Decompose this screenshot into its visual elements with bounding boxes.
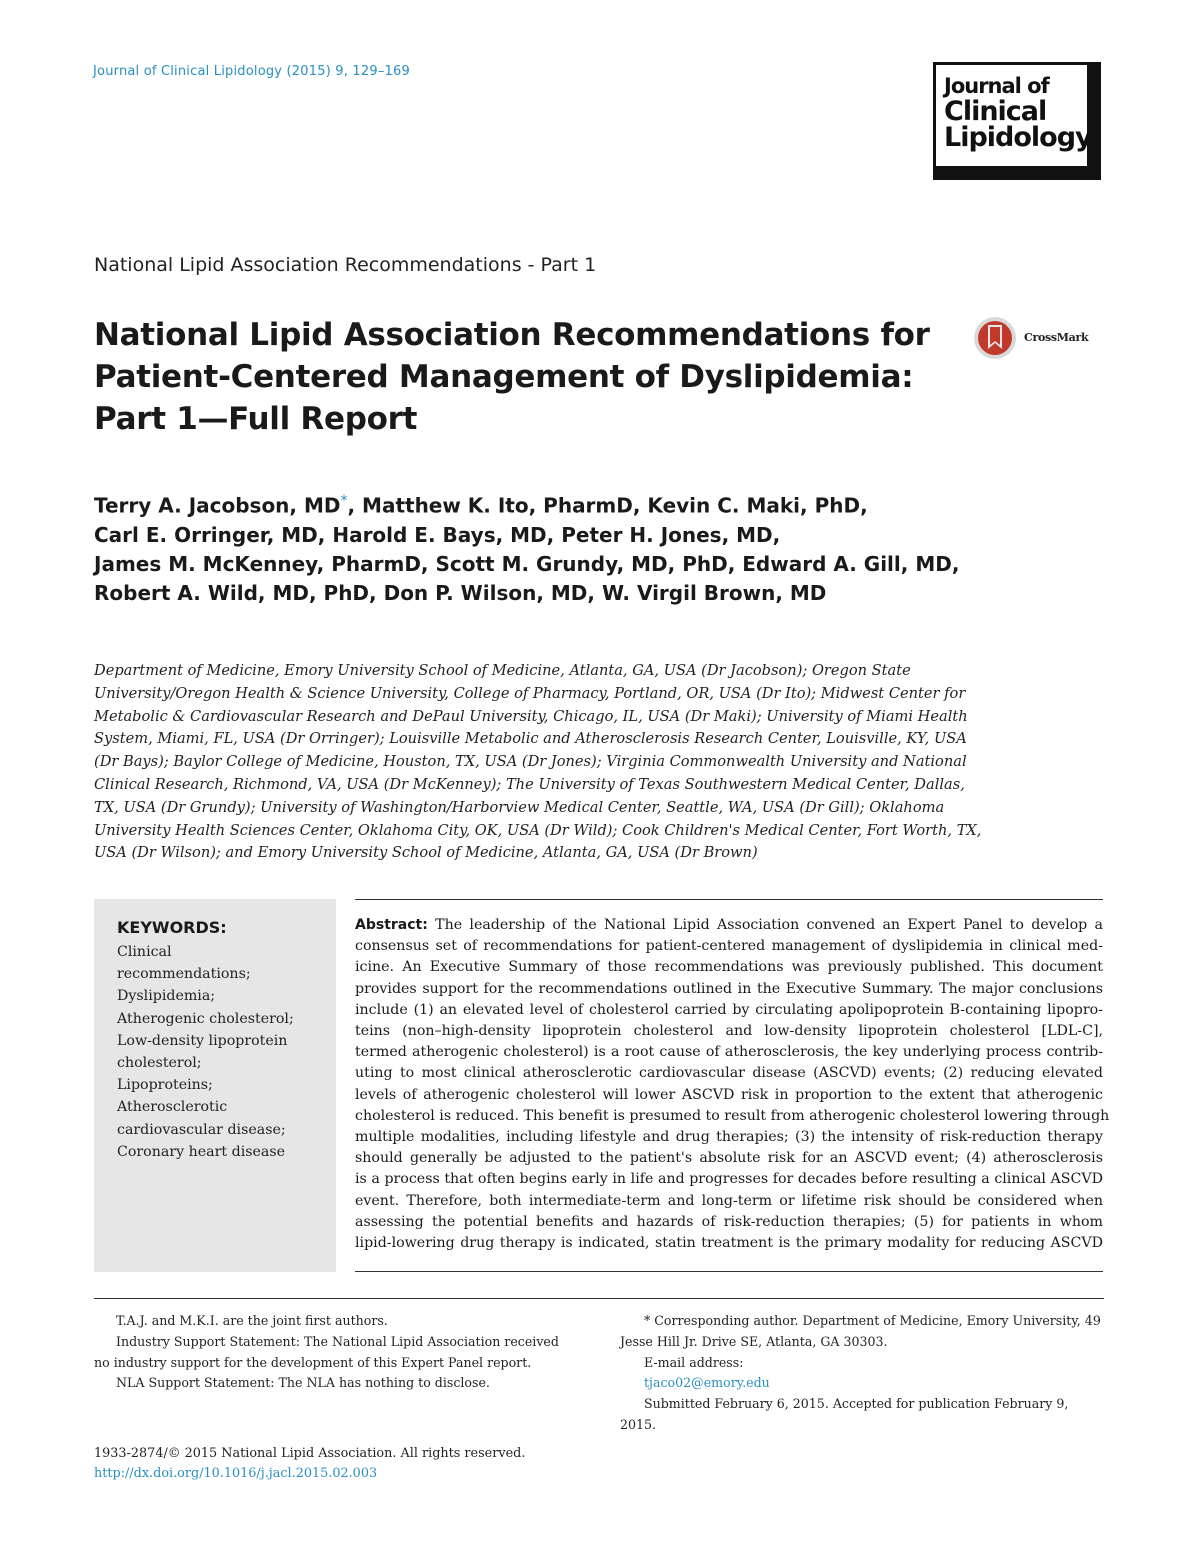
- footnote-line: Industry Support Statement: The National Lipid Association received: [116, 1333, 559, 1349]
- abstract-first-line: The leadership of the National Lipid Association convened an Expert Panel to develop a: [427, 917, 1103, 933]
- journal-reference: Journal of Clinical Lipidology (2015) 9, 129–169: [93, 64, 410, 79]
- affiliation-line: Clinical Research, Richmond, VA, USA (Dr McKenney); The University of Texas Southwestern Medical Center, Dallas,: [94, 775, 965, 793]
- author-line: Robert A. Wild, MD, PhD, Don P. Wilson, MD, W. Virgil Brown, MD: [94, 580, 827, 605]
- footnotes-right: [620, 1311, 1104, 1436]
- series-label: National Lipid Association Recommendations - Part 1: [94, 254, 597, 276]
- abstract-label: Abstract:: [355, 917, 428, 933]
- affiliation-line: University/Oregon Health & Science University, College of Pharmacy, Portland, OR, USA (Dr Ito); Midwest Center for: [94, 684, 966, 702]
- footnote-line: NLA Support Statement: The NLA has nothing to disclose.: [116, 1375, 490, 1391]
- affiliation-line: University Health Sciences Center, Oklahoma City, OK, USA (Dr Wild); Cook Children's Medical Center, Fort Worth, TX,: [94, 821, 982, 839]
- abstract-line: multiple modalities, including lifestyle and drug therapies; (3) the intensity of risk-reduction therapy: [355, 1129, 1103, 1146]
- affiliation-line: Metabolic & Cardiovascular Research and DePaul University, Chicago, IL, USA (Dr Maki); University of Miami Health: [94, 707, 968, 725]
- keyword-line: Coronary heart disease: [117, 1143, 286, 1160]
- email-line: [620, 1353, 1104, 1395]
- keyword-line: Lipoproteins;: [117, 1077, 213, 1094]
- affiliations: [94, 660, 1104, 865]
- abstract-line: is a process that often begins early in life and progresses for decades before resulting a clinical ASCVD: [355, 1171, 1103, 1188]
- corresponding-author-note: * Corresponding author. Department of Medicine, Emory University, 49: [644, 1313, 1101, 1328]
- abstract: [355, 915, 1110, 1254]
- footnote-line: no industry support for the development of this Expert Panel report.: [94, 1354, 532, 1370]
- copyright-block: [94, 1444, 525, 1484]
- title-line: Part 1—Full Report: [94, 401, 418, 437]
- submission-dates: Submitted February 6, 2015. Accepted for publication February 9,: [644, 1396, 1069, 1412]
- crossmark-badge[interactable]: [972, 315, 1107, 361]
- keyword-line: Clinical: [117, 944, 172, 960]
- keyword-line: Atherogenic cholesterol;: [117, 1010, 294, 1027]
- footnote-line: 2015.: [620, 1416, 657, 1432]
- logo-line-2: Clinical: [944, 96, 1047, 127]
- crossmark-icon: [972, 315, 1020, 361]
- affiliation-line: TX, USA (Dr Grundy); University of Washington/Harborview Medical Center, Seattle, WA, USA (Dr Gill); Oklahoma: [94, 798, 945, 816]
- abstract-line: cholesterol is reduced. This benefit is presumed to result from atherogenic cholesterol lowering through: [355, 1107, 1110, 1124]
- affiliation-line: USA (Dr Wilson); and Emory University School of Medicine, Atlanta, GA, USA (Dr Brown): [94, 844, 758, 862]
- keyword-line: Atherosclerotic: [117, 1099, 228, 1116]
- affiliation-line: Department of Medicine, Emory University School of Medicine, Atlanta, GA, USA (Dr Jacobson); Oregon State: [94, 662, 911, 679]
- logo-line-1: Journal of: [944, 74, 1049, 98]
- affiliation-line: (Dr Bays); Baylor College of Medicine, Houston, TX, USA (Dr Jones); Virginia Commonwealth University and National: [94, 753, 967, 771]
- keywords-heading: KEYWORDS:: [117, 918, 227, 937]
- keyword-line: Low-density lipoprotein: [117, 1032, 288, 1049]
- abstract-line: uting to most clinical atherosclerotic cardiovascular disease (ASCVD) events; (2) reducing elevated: [355, 1065, 1103, 1082]
- keywords-list: [117, 941, 294, 1163]
- abstract-line: termed atherogenic cholesterol) is a root cause of atherosclerosis, the key underlying process contrib-: [355, 1044, 1103, 1061]
- author-line-rest: , Matthew K. Ito, PharmD, Kevin C. Maki, PhD,: [347, 493, 868, 518]
- first-author: Terry A. Jacobson, MD: [94, 493, 341, 518]
- abstract-line: event. Therefore, both intermediate-term and long-term or lifetime risk should be considered when: [355, 1192, 1103, 1209]
- abstract-line: teins (non–high-density lipoprotein cholesterol and low-density lipoprotein cholesterol [LDL-C],: [355, 1023, 1103, 1040]
- affiliation-line: System, Miami, FL, USA (Dr Orringer); Louisville Metabolic and Atherosclerosis Research Center, Louisville, KY, USA: [94, 730, 967, 748]
- footnote-line: Jesse Hill Jr. Drive SE, Atlanta, GA 30303.: [620, 1333, 888, 1349]
- keywords-box: [94, 899, 336, 1272]
- author-line: [94, 487, 1104, 521]
- author-list: [94, 487, 1104, 608]
- email-label: E-mail address:: [644, 1354, 744, 1370]
- email-link[interactable]: tjaco02@emory.edu: [644, 1375, 770, 1391]
- copyright-line: 1933-2874/© 2015 National Lipid Association. All rights reserved.: [94, 1446, 526, 1461]
- author-line: James M. McKenney, PharmD, Scott M. Grundy, MD, PhD, Edward A. Gill, MD,: [94, 551, 960, 576]
- title-line: National Lipid Association Recommendations for: [94, 317, 930, 353]
- doi-link[interactable]: http://dx.doi.org/10.1016/j.jacl.2015.02.003: [94, 1466, 378, 1481]
- abstract-line: consensus set of recommendations for patient-centered management of dyslipidemia in clinical med-: [355, 938, 1103, 955]
- abstract-line: include (1) an elevated level of cholesterol carried by circulating apolipoprotein B-containing lipopro-: [355, 1001, 1103, 1018]
- abstract-line: [355, 915, 1103, 936]
- abstract-top-rule: [355, 899, 1103, 900]
- crossmark-label: CrossMark: [1024, 331, 1089, 344]
- logo-line-3: Lipidology: [944, 122, 1092, 153]
- abstract-line: should generally be adjusted to the patient's absolute risk for an ASCVD event; (4) atherosclerosis: [355, 1150, 1103, 1167]
- abstract-line: levels of atherogenic cholesterol will lower ASCVD risk in proportion to the extent that atherogenic: [355, 1086, 1103, 1103]
- abstract-line: provides support for the recommendations outlined in the Executive Summary. The major conclusions: [355, 980, 1103, 997]
- abstract-line: lipid-lowering drug therapy is indicated, statin treatment is the primary modality for reducing ASCVD: [355, 1235, 1103, 1252]
- keyword-line: cholesterol;: [117, 1055, 202, 1072]
- abstract-line: icine. An Executive Summary of those recommendations was previously published. This document: [355, 959, 1103, 976]
- article-title: [94, 314, 954, 440]
- keyword-line: cardiovascular disease;: [117, 1121, 286, 1138]
- abstract-line: assessing the potential benefits and hazards of risk-reduction therapies; (5) for patients in whom: [355, 1213, 1103, 1230]
- keyword-line: Dyslipidemia;: [117, 988, 216, 1005]
- title-line: Patient-Centered Management of Dyslipidemia:: [94, 359, 914, 395]
- author-line: Carl E. Orringer, MD, Harold E. Bays, MD, Peter H. Jones, MD,: [94, 522, 781, 547]
- footnotes-left: [94, 1311, 584, 1394]
- footnote-line: T.A.J. and M.K.I. are the joint first authors.: [116, 1313, 388, 1328]
- footnote-rule: [94, 1298, 1104, 1299]
- keyword-line: recommendations;: [117, 966, 251, 983]
- corresponding-author-marker[interactable]: *: [340, 493, 348, 509]
- abstract-bottom-rule: [355, 1271, 1103, 1272]
- journal-logo: [933, 62, 1101, 180]
